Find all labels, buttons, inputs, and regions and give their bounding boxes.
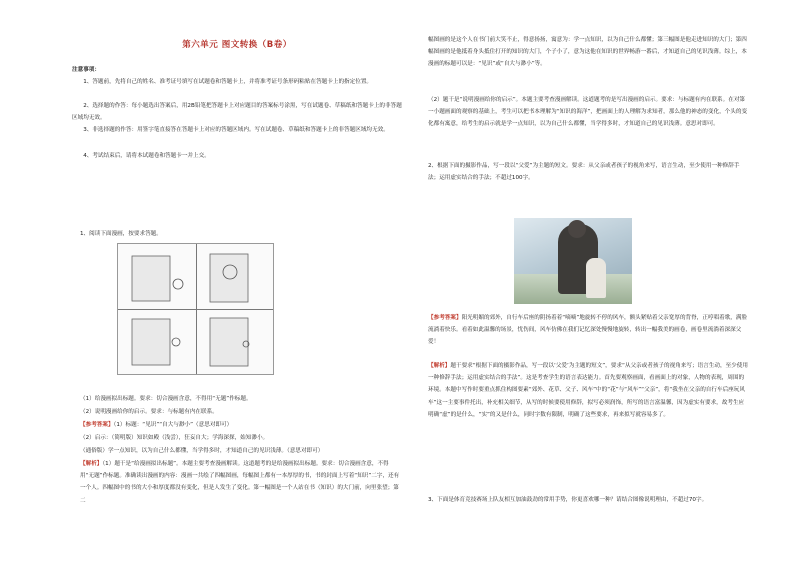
answer-text-2: 阳光明媚的郊外，自行车后座的阴扬着着“嘀嘀”地旋转不停的风车，额头紧贴着父亲宽厚的背脊，正哼唱着歌，满脸流淌着快乐。看着如此温馨的场景，忧伤间，风车仿佛在我们记忆深处慢慢地旋转，转出一幅我美的画卷，画卷里流淌着深深父爱！ (428, 315, 748, 346)
notes-heading: 注意事项： (72, 67, 100, 73)
question-1-sub1: （1）给漫画拟出标题。要求：切合漫画含意，不得用“无题”作标题。 (80, 396, 252, 402)
analysis-label: 【解析】 (80, 461, 103, 467)
analysis-label-2: 【解析】 (428, 363, 451, 369)
answer-block-1 (80, 419, 400, 431)
analysis-block-1 (80, 458, 402, 507)
analysis-continued: 幅图画的是这个人在书门前大笑不止，得意扬扬，寓意为：学一点知识，以为自己什么都懂；第三幅图是他走进知识的大门；第四幅图画的是他抵着身头抵住打开的知识的大门，个子小了，意为这他在知识的世界畅游一番后，才知道自己的见识浅薄。综上，本漫画的标题可以是：“见识”或“自大与渺小”等。 (428, 37, 747, 68)
page-title: 第六单元 图文转换（B卷） (182, 40, 292, 50)
answer-label: 【参考答案】 (80, 422, 114, 428)
question-1-stem: 1、阅读下面漫画，按要求答题。 (80, 231, 162, 237)
answer-label-2: 【参考答案】 (428, 315, 462, 321)
answer-block-2 (428, 312, 748, 349)
analysis-part-2: （2）题干是“说明漫画给你的启示”。本题主要考查漫画解读。这道题考的是写出漫画的启示。要求：与标题有内在联系。在对第一小题画面的观察的基础上，考生可以把书本理解为“知识的海洋”，把画面上的人理解为求知者，那么他的神态的变化，个头的变化都有寓意，给考生的启示就是学一点知识，以为自己什么都懂，当学得多时，才知道自己的见识浅薄。意思对即可。 (428, 97, 748, 128)
question-3-stem: 3、下面是体育竞技赛场上队友相互加油鼓劲的常用手势，你更喜欢哪一种？请结合图像说明理由，不超过70字。 (428, 497, 708, 503)
notes-item-1: 1、答题前，先将自己的姓名、准考证号填写在试题卷和答题卡上，并将准考证号条形码粘贴在答题卡上的指定位置。 (83, 79, 373, 85)
notes-item-4: 4、考试结束后，请将本试题卷和答题卡一并上交。 (83, 153, 210, 159)
notes-item-2: 2、选择题的作答：每小题选出答案后，用2B铅笔把答题卡上对应题目的答案标号涂黑，写在试题卷、草稿纸和答题卡上的非答题区域均无效。 (72, 103, 402, 122)
notes-item-3: 3、非选择题的作答：用签字笔直接答在答题卡上对应的答题区域内。写在试题卷、草稿纸和答题卡上的非答题区域均无效。 (83, 127, 389, 133)
answer-3: （通俗版）学一点知识，以为自己什么都懂，当学得多时，才知道自己的见识浅薄。（意思对即可） (80, 448, 324, 454)
question-2-stem: 2、根据下面的摄影作品，写一段以“父爱”为主题的短文。要求：从父亲或者孩子的视角来写，语言生动，至少使用一种修辞手法；运用虚实结合的手法；不超过100字。 (428, 163, 740, 182)
father-child-photo (514, 218, 632, 304)
analysis-text-2: 题干要求“根据下面的摄影作品，写一段以‘父爱’为主题的短文”，要求“从父亲或者孩子的视角来写；语言生动，至少使用一种修辞手法；运用虚实结合的手法”。这是考查学生的语言表达能力。首先要观察画面，看画面上的对象，人物的表现，周围的环境。本题中写作时要重点抓住构图要素“郊外、花草、父子、风车”中的“花”与“风车”“父亲”，将“我坐在父亲的自行车后座玩风车”这一主要事件托出，补充相关细节，从写的时候要使用修辞，拟写必须润饰，所写的语言富温馨，因为虚实有要求，故考生应明确“虚”的是什么，“实”的又是什么，同时字数有限制，明确了这些要求，再来拟写就容易多了。 (428, 363, 748, 418)
question-1-sub2: （2）说明漫画给你的启示。要求：与标题有内在联系。 (80, 409, 218, 415)
analysis-text: （1）题干是“给漫画拟出标题”。本题主要考查漫画解读。这道题考的是给漫画拟出标题。要求：切合漫画含意，不得用“无题”作标题。准确读出漫画的内容：漫画一共绘了四幅图画，每幅图上都有一本厚厚的书，书的封面上写着“知识”二字，还有一个人。四幅图中的书的大小和厚度都没有变化，但是人发生了变化。第一幅图是一个人站在书（知识）的大门前，向里张望；第二 (80, 461, 400, 504)
answer-text: （1）标题：“见识”“自大与渺小”（意思对即可） (113, 422, 233, 428)
answer-2: （2）启示：（简明版）知识如殿（浅尝），狂妄自大；学海深探，始知渺小。 (80, 435, 269, 441)
comic-image (117, 243, 274, 375)
analysis-block-2 (428, 360, 748, 421)
